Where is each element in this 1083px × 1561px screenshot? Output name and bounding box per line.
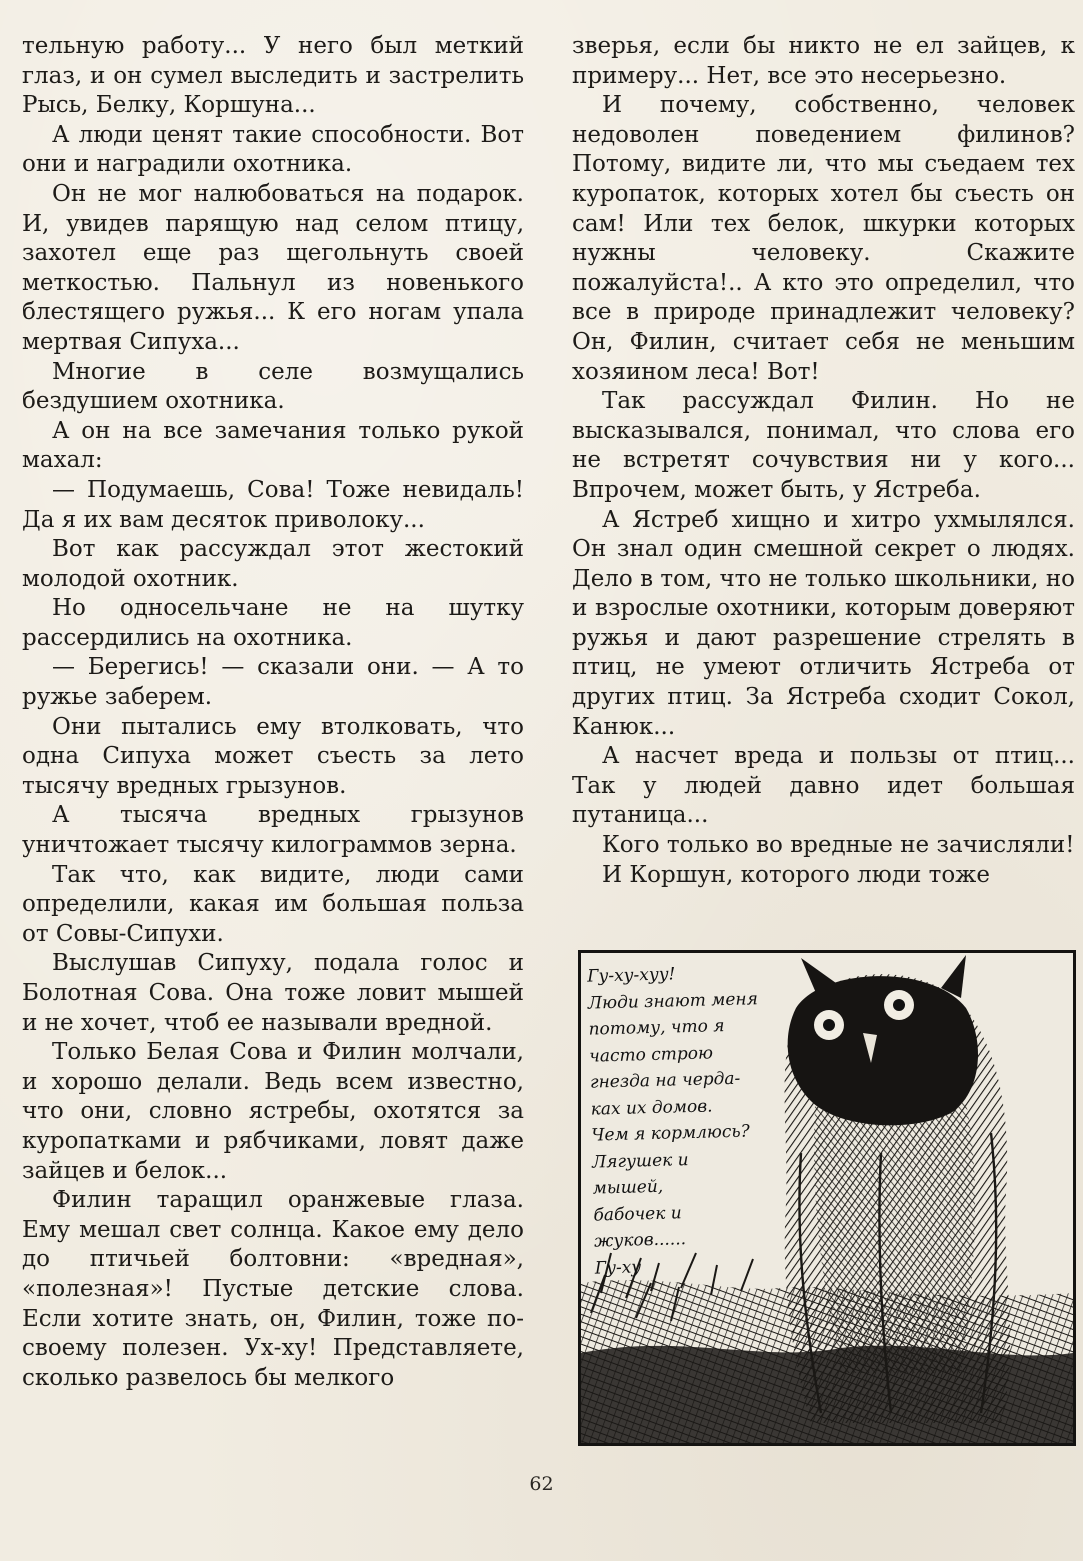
paragraph: И почему, собственно, человек недоволен поведением филинов? Потому, видите ли, что мы съедаем тех куропаток, которых хотел бы съесть он сам! Или тех белок, шкурки которых нужны человеку. Скажите пожалуйста!.. А кто это определил, что все в природе принадлежит человеку? Он, Филин, считает себя не меньшим хозяином леса! Вот! (572, 92, 1075, 385)
handwritten-line: бабочек и (593, 1202, 682, 1226)
right-text-column (572, 32, 1075, 890)
handwritten-line: Лягушек и (591, 1149, 689, 1173)
paragraph: А тысяча вредных грызунов уничтожает тысячу килограммов зерна. (22, 802, 524, 859)
paragraph: — Берегись! — сказали они. — А то ружье заберем. (22, 654, 524, 711)
page-number: 62 (529, 1473, 554, 1495)
handwritten-caption (587, 958, 795, 1281)
handwritten-line: Люди знают меня (587, 988, 759, 1014)
paragraph: Но односельчане не на шутку рассердились на охотника. (22, 595, 524, 651)
paragraph: — Подумаешь, Сова! Тоже невидаль! Да я их вам десяток приволоку... (22, 476, 524, 533)
handwritten-line: гнезда на черда- (589, 1068, 741, 1093)
paragraph: зверья, если бы никто не ел зайцев, к примеру... Нет, все это несерьезно. (572, 33, 1075, 89)
paragraph: Выслушав Сипуху, подала голос и Болотная Сова. Она тоже ловит мышей и не хочет, чтоб ее называли вредной. (22, 950, 524, 1036)
paragraph: Многие в селе возмущались бездушием охотника. (22, 358, 524, 415)
handwritten-line: Гу-ху-хуу! (586, 964, 676, 987)
paragraph: А насчет вреда и пользы от птиц... Так у людей давно идет большая путаница... (572, 743, 1075, 829)
paragraph: А люди ценят такие способности. Вот они и наградили охотника. (22, 121, 524, 178)
owl-illustration (578, 950, 1076, 1446)
paragraph: А Ястреб хищно и хитро ухмылялся. Он знал один смешной секрет о людях. Дело в том, что не только школьники, но и взрослые охотники, которым доверяют ружья и дают разрешение стрелять в птиц, не умеют отличить Ястреба от других птиц. За Ястреба сходит Сокол, Канюк... (572, 506, 1075, 740)
paragraph: Так рассуждал Филин. Но не высказывался, понимал, что слова его не встретят сочувствия ни у кого... Впрочем, может быть, у Ястреба. (572, 388, 1075, 503)
left-text-column (22, 32, 524, 1393)
paragraph: Он не мог налюбоваться на подарок. И, увидев парящую над селом птицу, захотел еще раз щегольнуть своей меткостью. Пальнул из новенького блестящего ружья... К его ногам упала мертвая Сипуха... (22, 180, 524, 355)
handwritten-line: жуков...... (593, 1229, 687, 1252)
paragraph: Только Белая Сова и Филин молчали, и хорошо делали. Ведь всем известно, что они, словно ястребы, охотятся за куропатками и рябчиками, ловят даже зайцев и белок... (22, 1039, 524, 1184)
handwritten-line: часто строю (589, 1042, 714, 1067)
paragraph: Они пытались ему втолковать, что одна Сипуха может съесть за лето тысячу вредных грызунов. (22, 713, 524, 799)
handwritten-line: потому, что я (588, 1016, 725, 1040)
paragraph: И Коршун, которого люди тоже (602, 861, 990, 888)
paragraph: Вот как рассуждал этот жестокий молодой охотник. (22, 536, 524, 592)
paragraph: Кого только во вредные не зачисляли! (602, 832, 1075, 859)
paragraph: Так что, как видите, люди сами определили, какая им большая польза от Совы-Сипухи. (22, 861, 524, 947)
handwritten-line: ках их домов. (590, 1095, 713, 1120)
paragraph: А он на все замечания только рукой махал: (22, 417, 524, 474)
handwritten-line: Чем я кормлюсь? (591, 1121, 750, 1146)
paragraph: Филин таращил оранжевые глаза. Ему мешал свет солнца. Какое ему дело до птичьей болтовни: «вредная», «полезная»! Пустые детские слова. Если хотите знать, он, Филин, тоже по-своему полезен. Ух-ху! Представляете, сколько развелось бы мелкого (22, 1187, 524, 1391)
handwritten-line: мышей, (592, 1176, 664, 1199)
paragraph: тельную работу... У него был меткий глаз, и он сумел выследить и застрелить Рысь, Белку, Коршуна... (22, 33, 524, 119)
handwritten-line: Гу-ху (594, 1256, 642, 1279)
